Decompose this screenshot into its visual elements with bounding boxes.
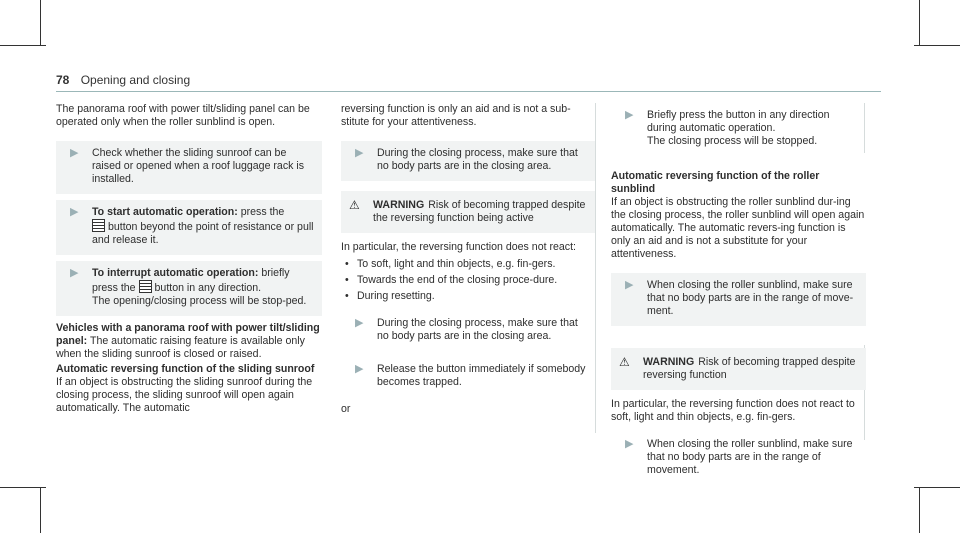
step-closing-sunblind [611, 273, 866, 326]
warning-step [611, 432, 866, 485]
vehicles-label: Vehicles with a panorama roof with power tilt/sliding panel: [56, 322, 320, 347]
header-divider [56, 91, 881, 92]
warning-subtitle: Risk of becoming trapped despite reversing function [643, 356, 856, 381]
step-stop [611, 103, 866, 156]
bullet-text: To soft, light and thin objects, e.g. fin-gers. [357, 258, 556, 270]
play-arrow-icon: ▶ [70, 147, 79, 159]
step-text: The opening/closing process will be stop-ped. [92, 295, 307, 307]
step-text: button beyond the point of resistance or pull and release it. [92, 221, 314, 246]
warning-header [619, 356, 858, 382]
step-text: button in any direction. [154, 282, 262, 294]
crop-mark [919, 0, 920, 46]
warning-intro: In particular, the reversing function does not react: [341, 241, 576, 253]
play-arrow-icon: ▶ [625, 109, 634, 121]
warning-content [341, 241, 595, 416]
step-label: To interrupt automatic operation: [92, 267, 259, 279]
auto-reverse-text: If an object is obstructing the sliding sunroof during the closing process, the sliding sunroof will open again automatically. The automatic [56, 376, 313, 414]
step-text: When closing the roller sunblind, make sure that no body parts are in the range of move-ment. [647, 279, 854, 317]
crop-mark [0, 45, 46, 46]
warning-text: In particular, the reversing function does not react to soft, light and thin objects, e.g. fin-gers. [611, 398, 855, 423]
warning-triangle-icon: ⚠ [349, 198, 360, 212]
step-body [647, 109, 858, 148]
bullet-text: During resetting. [357, 290, 435, 302]
step-text: Release the button immediately if somebody becomes trapped. [377, 363, 586, 388]
step-closing [341, 141, 595, 181]
sunroof-button-icon [139, 280, 152, 293]
vehicles-text: The automatic raising feature is available only when the sliding sunroof is closed or raised. [56, 335, 305, 360]
play-arrow-icon: ▶ [355, 363, 364, 375]
crop-mark [0, 487, 46, 488]
list-item: • Towards the end of the closing proce-dure. [345, 274, 558, 286]
page-header [56, 73, 190, 87]
warning-box [341, 191, 595, 233]
warning-heading [373, 199, 587, 225]
step-interrupt-auto [56, 261, 322, 316]
warning-bullets [341, 258, 595, 303]
step-text: press the [240, 206, 285, 218]
section-title: Opening and closing [80, 73, 191, 87]
play-arrow-icon: ▶ [70, 206, 79, 218]
column-3 [611, 103, 866, 491]
warning-subtitle: Risk of becoming trapped despite the reversing function being active [373, 199, 586, 224]
list-item: • To soft, light and thin objects, e.g. fin-gers. [345, 258, 556, 270]
sunblind-reverse-text: If an object is obstructing the roller sunblind dur-ing the closing process, the roller sunblind will open again automatically. The automatic revers-ing function is only an aid and is not a substitute for your attentiveness. [611, 196, 865, 260]
warning-triangle-icon: ⚠ [619, 355, 630, 369]
play-arrow-icon: ▶ [70, 267, 79, 279]
warning-step [341, 357, 595, 397]
column-2 [341, 103, 595, 416]
step-check [56, 141, 322, 194]
column-divider [595, 103, 596, 433]
crop-mark [914, 487, 960, 488]
play-arrow-icon: ▶ [355, 317, 364, 329]
warning-content [611, 398, 866, 485]
warning-title: WARNING [373, 199, 425, 211]
continued-text: reversing function is only an aid and is not a sub-stitute for your attentiveness. [341, 103, 571, 128]
intro-text: The panorama roof with power tilt/sliding panel can be operated only when the roller sunblind is open. [56, 103, 310, 128]
warning-header [349, 199, 587, 225]
or-text: or [341, 403, 351, 415]
step-label: To start automatic operation: [92, 206, 238, 218]
play-arrow-icon: ▶ [625, 438, 634, 450]
step-text: briefly press the [92, 267, 290, 294]
step-body [92, 206, 314, 247]
step-body [92, 267, 314, 308]
play-arrow-icon: ▶ [355, 147, 364, 159]
sunroof-button-icon [92, 219, 105, 232]
crop-mark [40, 487, 41, 533]
step-text: During the closing process, make sure that no body parts are in the closing area. [377, 147, 578, 172]
step-text: Briefly press the button in any direction during automatic operation. [647, 109, 830, 134]
warning-box [611, 348, 866, 390]
crop-mark [914, 45, 960, 46]
crop-mark [40, 0, 41, 46]
warning-title: WARNING [643, 356, 695, 368]
list-item: • During resetting. [345, 290, 435, 302]
step-start-auto [56, 200, 322, 255]
sunblind-reverse-heading: Automatic reversing function of the roller sunblind [611, 170, 820, 195]
crop-mark [919, 487, 920, 533]
step-text: When closing the roller sunblind, make sure that no body parts are in the range of movement. [647, 438, 853, 476]
step-text: Check whether the sliding sunroof can be raised or opened when a roof luggage rack is installed. [92, 147, 305, 185]
auto-reverse-heading: Automatic reversing function of the sliding sunroof [56, 363, 315, 375]
vehicles-note [56, 322, 322, 361]
step-text: The closing process will be stopped. [647, 135, 818, 147]
column-1 [56, 103, 322, 427]
bullet-text: Towards the end of the closing proce-dure. [357, 274, 558, 286]
warning-step [341, 311, 595, 351]
page-number: 78 [56, 73, 70, 87]
play-arrow-icon: ▶ [625, 279, 634, 291]
warning-heading [643, 356, 858, 382]
step-text: During the closing process, make sure that no body parts are in the closing area. [377, 317, 578, 342]
